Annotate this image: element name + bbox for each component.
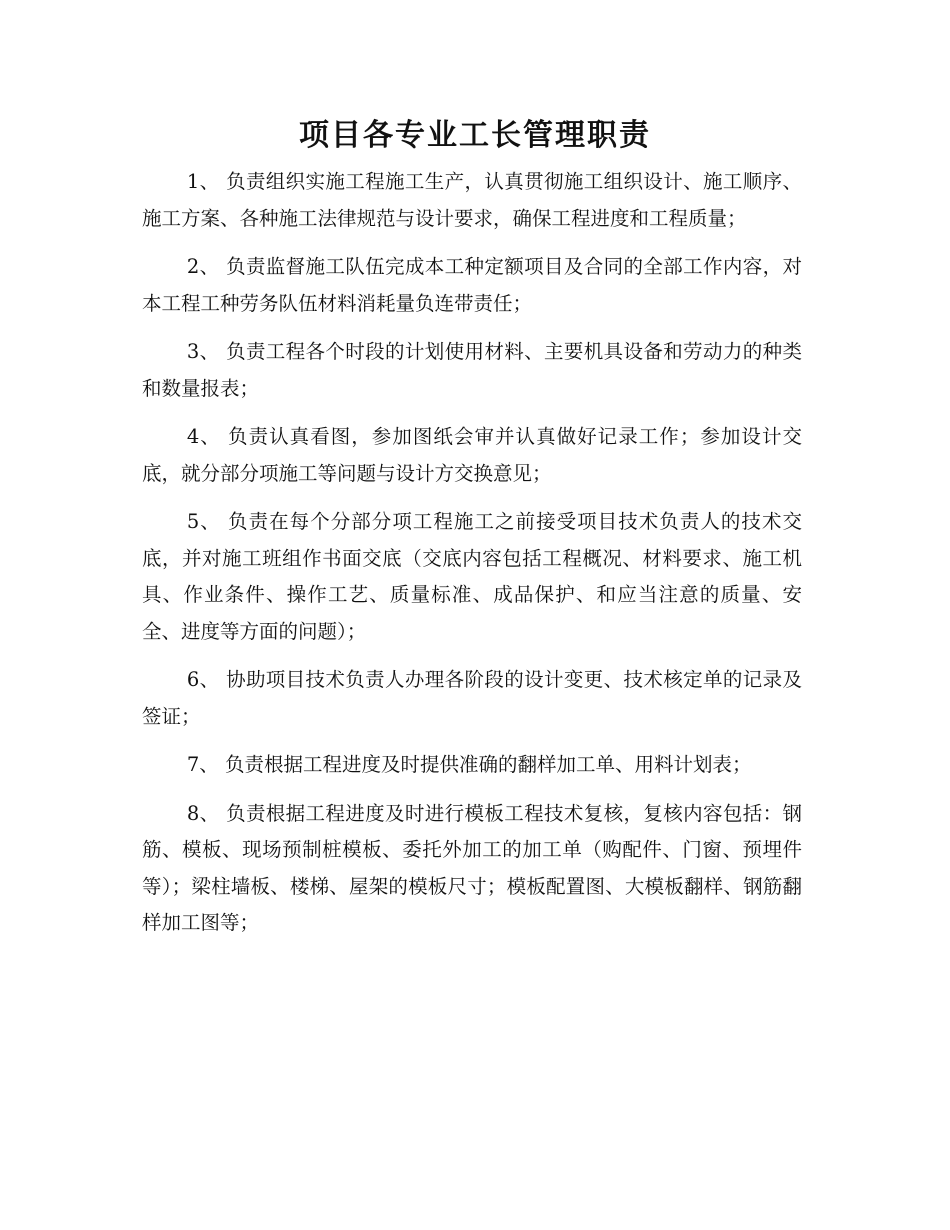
duty-item-3: 3、 负责工程各个时段的计划使用材料、主要机具设备和劳动力的种类和数量报表；: [142, 340, 802, 400]
document-title: 项目各专业工长管理职责: [299, 118, 651, 153]
duty-item-7: 7、 负责根据工程进度及时提供准确的翻样加工单、用料计划表；: [186, 753, 752, 776]
duty-item-4: 4、 负责认真看图，参加图纸会审并认真做好记录工作；参加设计交底，就分部分项施工等问题与设计方交换意见；: [142, 425, 802, 485]
duty-item-5: 5、 负责在每个分部分项工程施工之前接受项目技术负责人的技术交底，并对施工班组作书面交底（交底内容包括工程概况、材料要求、施工机具、作业条件、操作工艺、质量标准、成品保护、和应当注意的质量、安全、进度等方面的问题）；: [142, 510, 802, 643]
duty-item-2: 2、 负责监督施工队伍完成本工种定额项目及合同的全部工作内容，对本工程工种劳务队伍材料消耗量负连带责任；: [142, 255, 802, 315]
duty-item-1: 1、 负责组织实施工程施工生产，认真贯彻施工组织设计、施工顺序、施工方案、各种施工法律规范与设计要求，确保工程进度和工程质量；: [142, 170, 802, 230]
duty-item-8: 8、 负责根据工程进度及时进行模板工程技术复核，复核内容包括：钢筋、模板、现场预制桩模板、委托外加工的加工单（购配件、门窗、预埋件等）；梁柱墙板、楼梯、屋架的模板尺寸；模板配置图、大模板翻样、钢筋翻样加工图等；: [142, 801, 802, 934]
document-body: [142, 164, 802, 954]
duty-item-6: 6、 协助项目技术负责人办理各阶段的设计变更、技术核定单的记录及签证；: [142, 668, 802, 728]
